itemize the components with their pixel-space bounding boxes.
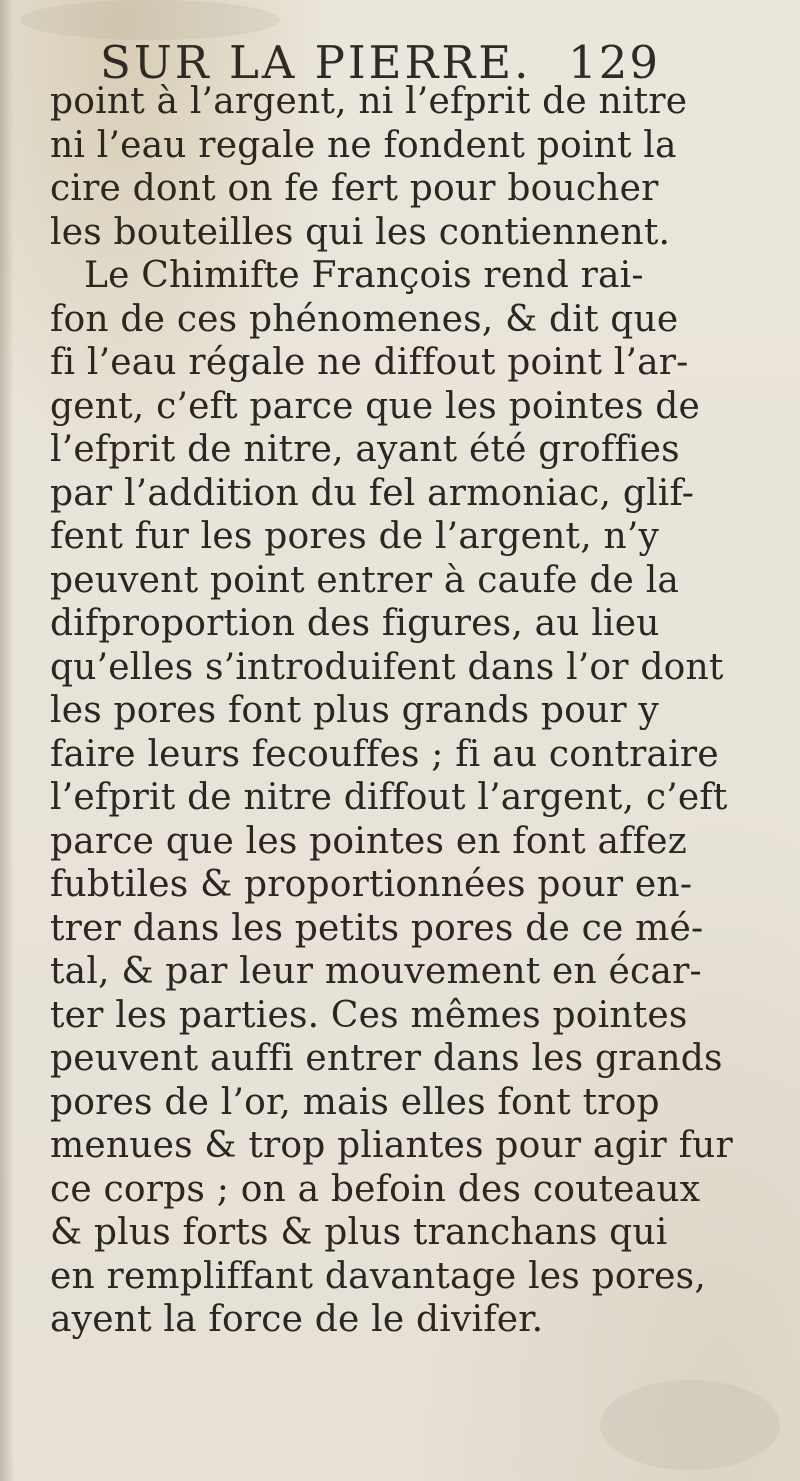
text-line: & plus forts & plus tranchans qui: [50, 1212, 668, 1253]
text-line: les pores font plus grands pour y: [50, 690, 660, 731]
text-line: pores de l’or, mais elles font trop: [50, 1081, 660, 1123]
text-line: peuvent point entrer à caufe de la: [50, 559, 680, 601]
text-line: par l’addition du fel armoniac, glif-: [50, 472, 695, 514]
text-line: fent fur les pores de l’argent, n’y: [50, 516, 660, 557]
text-line: l’efprit de nitre diffout l’argent, c’eft: [50, 777, 728, 818]
text-line: fubtiles & proportionnées pour en-: [50, 864, 693, 905]
text-line: cire dont on fe fert pour boucher: [50, 168, 659, 209]
text-line: menues & trop pliantes pour agir fur: [50, 1125, 733, 1166]
page-number: 129: [568, 36, 660, 89]
text-line: en rempliffant davantage les pores,: [50, 1255, 706, 1297]
page-gutter-shadow: [0, 0, 14, 1481]
body-text: [50, 80, 770, 1342]
text-line: gent, c’eft parce que les pointes de: [50, 385, 701, 427]
text-line: qu’elles s’introduifent dans l’or dont: [50, 646, 724, 688]
text-line: parce que les pointes en font affez: [50, 820, 687, 862]
text-line: fi l’eau régale ne diffout point l’ar-: [50, 342, 689, 383]
paper-stain: [20, 0, 280, 40]
text-line: ce corps ; on a befoin des couteaux: [50, 1168, 701, 1210]
running-title: SUR LA PIERRE.: [100, 36, 532, 89]
text-line: difproportion des figures, au lieu: [50, 603, 660, 644]
text-line: ni l’eau regale ne fondent point la: [50, 124, 677, 166]
text-line: tal, & par leur mouvement en écar-: [50, 951, 702, 992]
text-line: l’efprit de nitre, ayant été groffies: [50, 429, 680, 470]
text-line: point à l’argent, ni l’efprit de nitre: [50, 81, 688, 122]
text-line: peuvent auffi entrer dans les grands: [50, 1038, 723, 1079]
text-line-paragraph-start: Le Chimifte François rend rai-: [84, 255, 644, 296]
paper-stain: [600, 1380, 780, 1470]
text-line: les bouteilles qui les contiennent.: [50, 211, 671, 253]
text-line: ayent la force de le divifer.: [50, 1299, 544, 1340]
text-line: trer dans les petits pores de ce mé-: [50, 907, 704, 949]
text-line: fon de ces phénomenes, & dit que: [50, 298, 679, 340]
text-line: ter les parties. Ces mêmes pointes: [50, 994, 688, 1036]
text-line: faire leurs fecouffes ; fi au contraire: [50, 733, 719, 775]
